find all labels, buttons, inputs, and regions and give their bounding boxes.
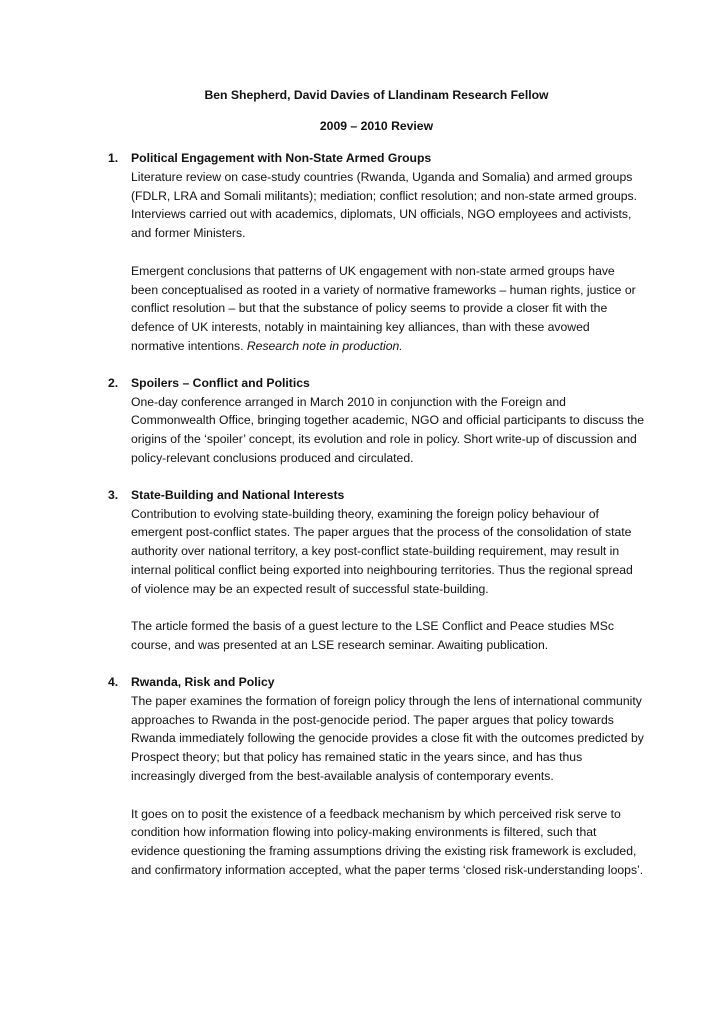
section-number: 4. — [108, 674, 119, 689]
section-heading: Spoilers – Conflict and Politics — [131, 375, 310, 390]
section-heading: Rwanda, Risk and Policy — [131, 674, 275, 689]
section-paragraph: It goes on to posit the existence of a feedback mechanism by which perceived risk serve to condition how information flowing into policy-making environments is filtered, such that evidence questioning the framing assumptions driving the existing risk framework is excluded, and confirmatory information accepted, what the paper terms ‘closed risk-understanding loops’. — [131, 806, 644, 877]
section-paragraph: The article formed the basis of a guest lecture to the LSE Conflict and Peace studies MSc course, and was presented at an LSE research seminar. Awaiting publication. — [131, 619, 615, 653]
section-number: 3. — [108, 487, 119, 502]
section-heading: State-Building and National Interests — [131, 487, 345, 502]
section-2 — [108, 374, 645, 468]
section-4 — [108, 673, 645, 880]
section-paragraph: The paper examines the formation of foreign policy through the lens of international community approaches to Rwanda in the post-genocide period. The paper argues that policy towards Rwanda immediately following the genocide provides a close fit with the outcomes predicted by Prospect theory; but that policy has remained static in the years since, and has thus increasingly diverged from the best-available analysis of contemporary events. — [131, 693, 644, 783]
section-paragraph: Literature review on case-study countries (Rwanda, Uganda and Somalia) and armed groups (FDLR, LRA and Somali militants); mediation; conflict resolution; and non-state armed groups. Interviews carried out with academics, diplomats, UN officials, NGO employees and activists, and former Ministers. — [131, 169, 638, 241]
section-number: 2. — [108, 375, 119, 390]
section-paragraph: Contribution to evolving state-building theory, examining the foreign policy behaviour of emergent post-conflict states. The paper argues that the process of the consolidation of state authority over national territory, a key post-conflict state-building requirement, may result in internal political conflict being exported into neighbouring territories. Thus the regional spread of violence may be an expected result of successful state-building. — [131, 506, 633, 596]
document-subtitle: 2009 – 2010 Review — [319, 119, 434, 133]
section-3 — [108, 486, 645, 655]
section-number: 1. — [108, 151, 119, 165]
research-note: Research note in production. — [246, 338, 403, 353]
section-1 — [108, 149, 645, 356]
paragraph-text: Emergent conclusions that patterns of UK engagement with non-state armed groups have been conceptualised as rooted in a variety of normative frameworks – human rights, justice or conflict resolution – but that the substance of policy seems to provide a closer fit with the defence of UK interests, notably in maintaining key alliances, than with these avowed normative intentions. — [131, 263, 636, 353]
document-title: Ben Shepherd, David Davies of Llandinam Research Fellow — [204, 88, 549, 102]
section-paragraph: One-day conference arranged in March 2010 in conjunction with the Foreign and Commonwealth Office, bringing together academic, NGO and official participants to discuss the origins of the ‘spoiler’ concept, its evolution and role in policy. Short write-up of discussion and policy-relevant conclusions produced and circulated. — [131, 394, 645, 465]
section-heading: Political Engagement with Non-State Armed Groups — [131, 151, 432, 165]
sections-list — [108, 149, 645, 880]
section-paragraph — [131, 262, 645, 356]
